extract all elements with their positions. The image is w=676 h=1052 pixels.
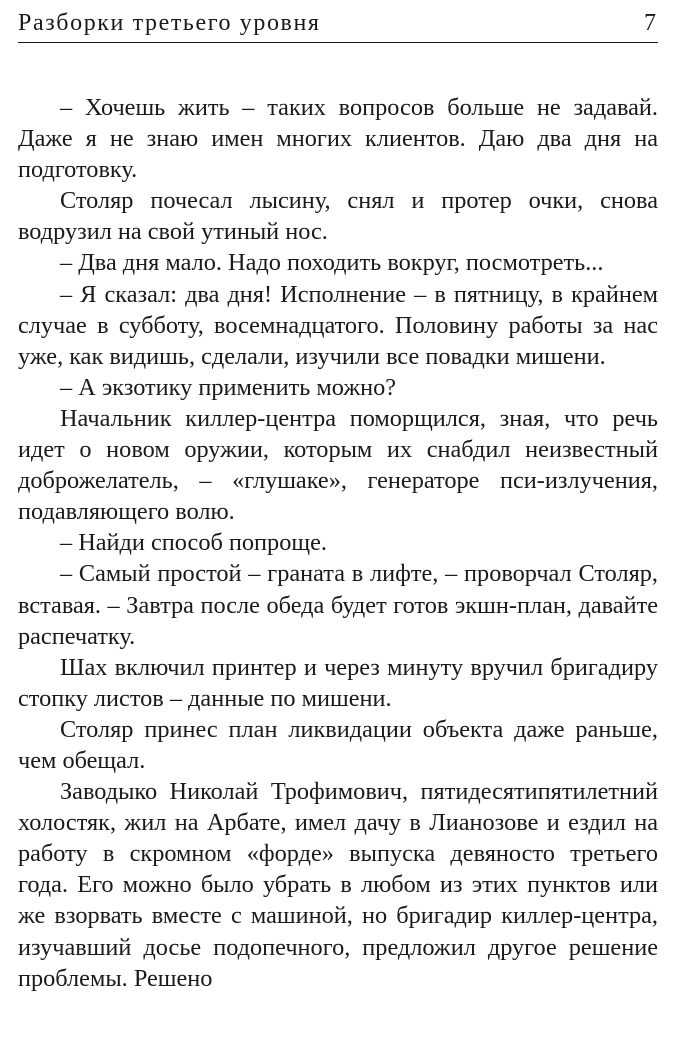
running-title: Разборки третьего уровня: [18, 10, 321, 36]
paragraph: – Два дня мало. Надо походить вокруг, посмотреть...: [60, 249, 604, 277]
paragraph: Заводыко Николай Трофимович, пятидесятипятилетний холостяк, жил на Арбате, имел дачу в Лианозове и ездил на работу в скромном «форде» выпуска девяносто третьего года. Его можно было убрать в любом из этих пунктов или же взорвать вместе с машиной, но бригадир киллер-центра, изучавший досье подопечного, предложил другое решение проблемы. Решено: [18, 778, 658, 992]
running-head: [18, 8, 658, 43]
paragraph: Шах включил принтер и через минуту вручил бригадиру стопку листов – данные по мишени.: [18, 653, 658, 712]
paragraph: – Найди способ попроще.: [60, 529, 327, 557]
paragraph: – Я сказал: два дня! Исполнение – в пятницу, в крайнем случае в субботу, восемнадцатого. Половину работы за нас уже, как видишь, сделали, изучили все повадки мишени.: [18, 280, 658, 370]
paragraph: Столяр принес план ликвидации объекта даже раньше, чем обещал.: [18, 715, 658, 774]
paragraph: Столяр почесал лысину, снял и протер очки, снова водрузил на свой утиный нос.: [18, 187, 658, 246]
paragraph: – А экзотику применить можно?: [60, 373, 397, 401]
paragraph: Начальник киллер-центра поморщился, зная, что речь идет о новом оружии, которым их снабдил неизвестный доброжелатель, – «глушаке», генераторе пси-излучения, подавляющего волю.: [18, 404, 658, 526]
page-number: 7: [644, 10, 656, 36]
paragraph: – Самый простой – граната в лифте, – проворчал Столяр, вставая. – Завтра после обеда будет готов экшн-план, давайте распечатку.: [18, 560, 658, 650]
paragraph: – Хочешь жить – таких вопросов больше не задавай. Даже я не знаю имен многих клиентов. Даю два дня на подготовку.: [18, 94, 658, 184]
page-body: [18, 92, 658, 994]
